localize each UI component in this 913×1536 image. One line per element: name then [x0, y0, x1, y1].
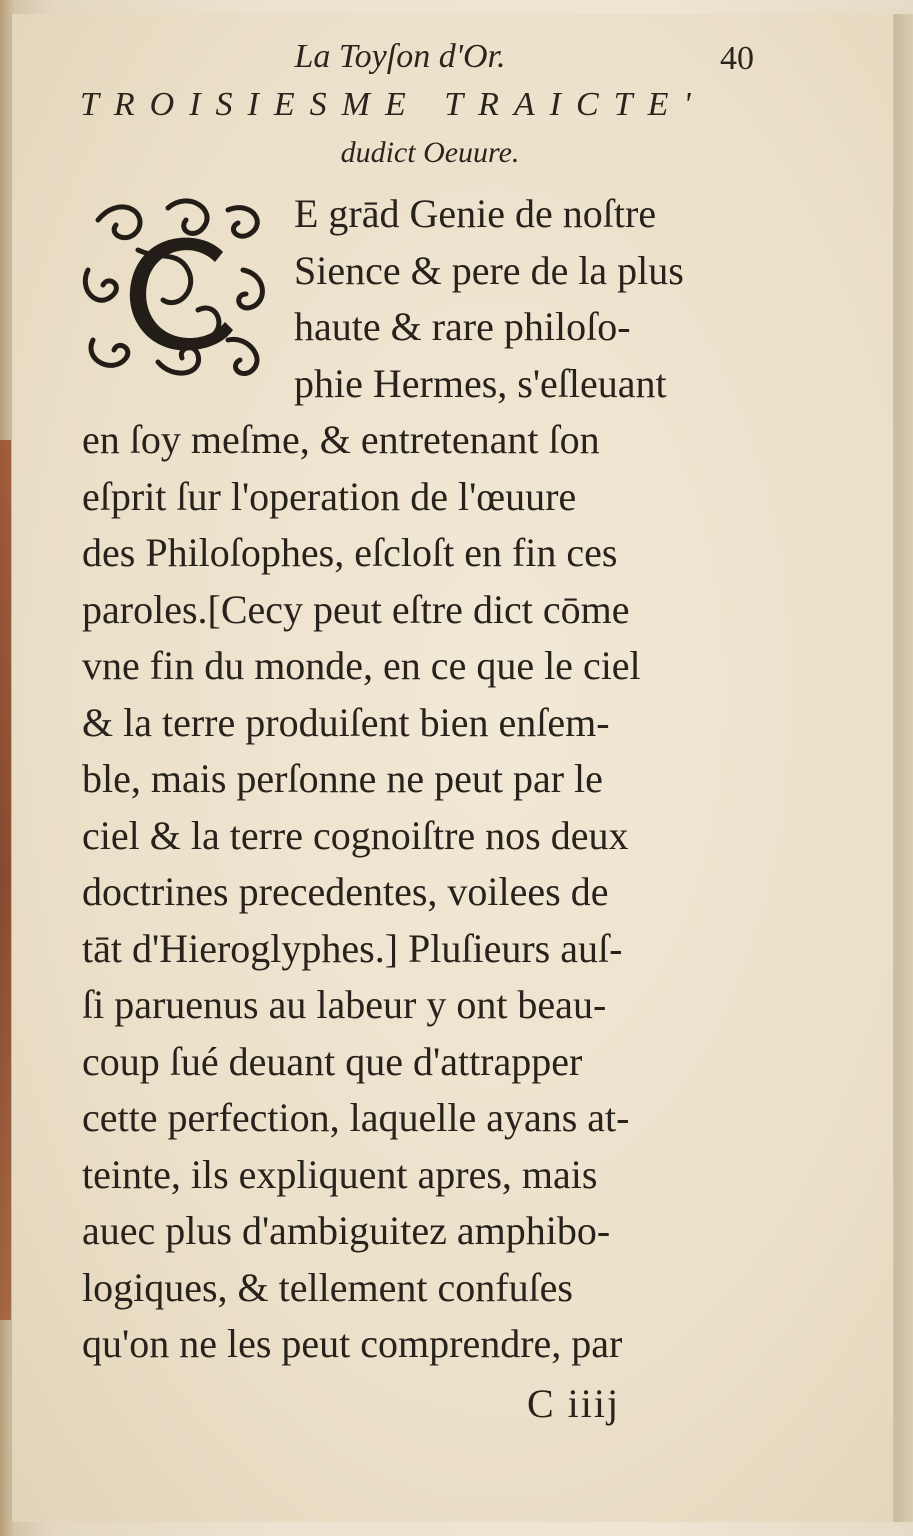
- text-line: auec plus d'ambiguitez amphibo-: [82, 1208, 611, 1253]
- text-line: phie Hermes, s'eſleuant: [294, 360, 667, 406]
- treatise-subtitle: dudict Oeuure.: [340, 136, 520, 169]
- text-line: ciel & la terre cognoiſtre nos deux: [82, 812, 629, 858]
- running-title: La Toyſon d'Or.: [294, 38, 506, 75]
- text-line: ble, mais perſonne ne peut par le: [82, 756, 603, 801]
- text-line: logiques, & tellement confuſes: [82, 1264, 573, 1310]
- text-line: teinte, ils expliquent apres, mais: [82, 1151, 598, 1197]
- text-line: ſi paruenus au labeur y ont beau-: [82, 982, 607, 1027]
- page-number: 40: [720, 40, 754, 77]
- signature-mark: C iiij: [527, 1381, 621, 1426]
- text-line: des Philoſophes, eſcloſt en fin ces: [82, 530, 618, 575]
- text-line: vne fin du monde, en ce que le ciel: [82, 643, 641, 688]
- text-line: eſprit ſur l'operation de l'œuure: [82, 473, 577, 519]
- text-line: qu'on ne les peut comprendre, par: [82, 1321, 623, 1366]
- body-text: [82, 186, 782, 1373]
- text-line: coup ſué deuant que d'attrapper: [82, 1038, 583, 1084]
- treatise-title: TROISIESME TRAICTE': [80, 86, 706, 123]
- right-page-edge: [893, 14, 913, 1522]
- text-line: tāt d'Hieroglyphes.] Pluſieurs auſ-: [82, 925, 623, 971]
- text-line: & la terre produiſent bien enſem-: [82, 699, 610, 745]
- text-line: Sience & pere de la plus: [294, 247, 684, 293]
- text-line: en ſoy meſme, & entretenant ſon: [82, 417, 600, 462]
- text-line: cette perfection, laquelle ayans at-: [82, 1095, 630, 1140]
- text-line: haute & rare philoſo-: [294, 304, 631, 349]
- text-line: paroles.[Cecy peut eſtre dict cōme: [82, 586, 630, 632]
- binding-strip: [0, 440, 12, 1320]
- text-line: E grād Genie de noſtre: [294, 191, 657, 236]
- text-line: doctrines precedentes, voilees de: [82, 869, 609, 914]
